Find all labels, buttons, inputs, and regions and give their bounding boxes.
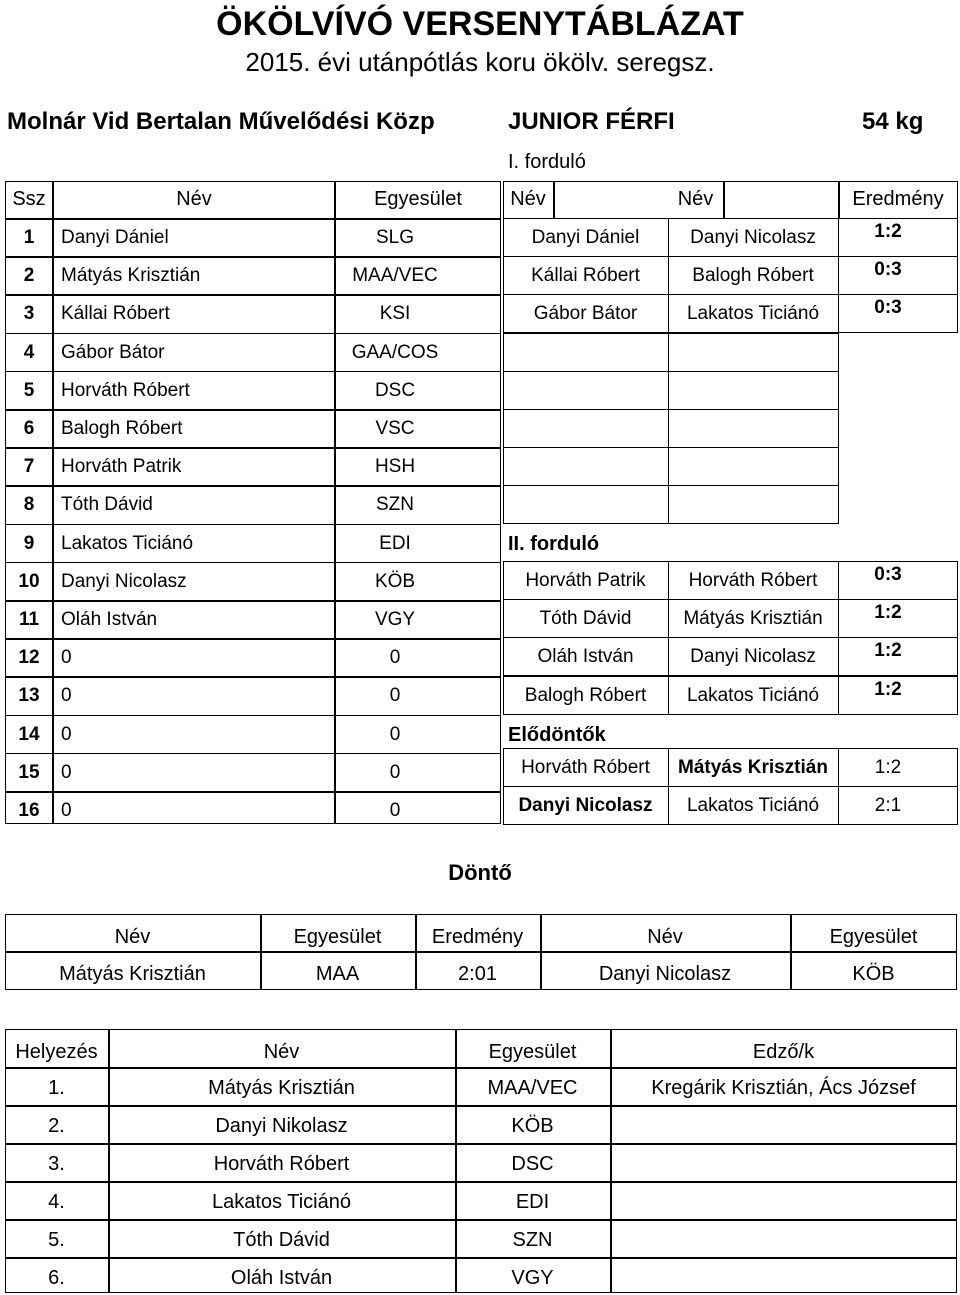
entrant-name: Balogh Róbert xyxy=(61,418,183,439)
entrant-club: EDI xyxy=(379,532,411,554)
bracket-result: 0:3 xyxy=(874,564,902,585)
bracket-fighter-a: Danyi Nicolasz xyxy=(518,795,653,817)
entrant-club: 0 xyxy=(389,685,401,707)
bracket-result: 1:2 xyxy=(874,678,902,700)
standings-place: 2. xyxy=(48,1115,65,1137)
bracket-fighter-a: Gábor Bátor xyxy=(533,303,638,325)
entrant-name: Danyi Dániel xyxy=(61,227,169,248)
bracket-result: 1:2 xyxy=(874,757,902,778)
bracket-fighter-b: Balogh Róbert xyxy=(692,265,814,287)
bracket-result-header: Eredmény xyxy=(852,188,944,210)
entrant-name: 0 xyxy=(61,647,72,669)
final-header-cell: Név xyxy=(647,926,683,948)
bracket-name-a-header: Név xyxy=(510,188,546,210)
standings-place: 1. xyxy=(48,1077,65,1099)
bracket-fighter-b: Danyi Nicolasz xyxy=(690,646,816,668)
entrant-club: 0 xyxy=(389,647,401,669)
bracket-fighter-a: Horváth Patrik xyxy=(525,570,646,591)
semis-label: Elődöntők xyxy=(508,724,606,746)
bracket-fighter-b: Horváth Róbert xyxy=(688,570,818,591)
entrant-club: 0 xyxy=(389,761,401,783)
entrant-club: SZN xyxy=(376,494,414,516)
standings-coach: Kregárik Krisztián, Ács József xyxy=(651,1077,916,1099)
standings-header-cell: Helyezés xyxy=(15,1041,98,1063)
entrant-name: Gábor Bátor xyxy=(61,341,165,363)
bracket-result: 1:2 xyxy=(874,640,902,662)
standings-name: Oláh István xyxy=(230,1267,333,1289)
standings-header-cell: Edző/k xyxy=(752,1041,815,1063)
entrant-club: KÖB xyxy=(374,570,416,592)
final-header-cell: Egyesület xyxy=(293,926,382,948)
bracket-header xyxy=(503,181,958,219)
entrant-name: 0 xyxy=(61,761,72,783)
bracket-name-b-header: Név xyxy=(677,188,714,210)
entrant-name: Kállai Róbert xyxy=(61,303,170,325)
bracket-slot-a xyxy=(503,333,669,372)
entrant-name: Tóth Dávid xyxy=(61,494,153,516)
entrant-club: DSC xyxy=(374,379,416,401)
entrant-number: 6 xyxy=(23,418,35,439)
bracket-slot-a xyxy=(503,409,669,448)
entrant-club: 0 xyxy=(389,723,401,745)
entrant-number: 8 xyxy=(23,494,35,516)
entrant-number: 10 xyxy=(18,570,40,592)
standings-name: Lakatos Ticiánó xyxy=(212,1191,351,1213)
bracket-result: 0:3 xyxy=(874,297,902,319)
standings-club: DSC xyxy=(511,1153,554,1175)
standings-place: 5. xyxy=(48,1229,65,1251)
bracket-fighter-a: Oláh István xyxy=(537,646,634,668)
entrant-name: Oláh István xyxy=(61,609,158,630)
bracket-slot-a xyxy=(503,371,669,410)
final-header-cell: Név xyxy=(114,926,151,948)
standings-name: Danyi Nikolasz xyxy=(215,1115,348,1137)
entrant-number: 2 xyxy=(23,265,35,287)
bracket-fighter-b: Mátyás Krisztián xyxy=(678,757,828,778)
standings-club: EDI xyxy=(515,1191,550,1213)
entrant-name: 0 xyxy=(61,723,72,745)
round1-label: I. forduló xyxy=(508,151,586,173)
entrant-number: 3 xyxy=(23,303,35,325)
bracket-fighter-a: Tóth Dávid xyxy=(539,608,632,630)
entrant-number: 11 xyxy=(18,609,40,630)
entrant-club: KSI xyxy=(379,303,411,325)
entrant-club: HSH xyxy=(374,456,416,478)
entrant-club: VGY xyxy=(374,609,416,630)
bracket-result: 1:2 xyxy=(874,221,902,242)
entrant-number: 5 xyxy=(23,379,35,401)
entrant-club: MAA/VEC xyxy=(352,265,438,287)
bracket-fighter-b: Lakatos Ticiánó xyxy=(686,303,820,325)
entrant-number: 13 xyxy=(18,685,40,707)
entrant-club: 0 xyxy=(389,800,401,821)
standings-club: KÖB xyxy=(511,1115,554,1137)
entrant-number: 4 xyxy=(23,341,35,363)
entrant-name: Horváth Róbert xyxy=(61,379,190,401)
final-header-cell: Eredmény xyxy=(431,926,524,948)
entrant-club: VSC xyxy=(375,418,415,439)
bracket-slot-b xyxy=(668,333,839,372)
bracket-fighter-a: Balogh Róbert xyxy=(524,684,647,706)
final-value-cell: 2:01 xyxy=(458,963,497,985)
bracket-fighter-a: Danyi Dániel xyxy=(531,227,640,248)
page-subtitle: 2015. évi utánpótlás koru ökölv. seregsz. xyxy=(245,47,715,77)
final-value-cell: KÖB xyxy=(852,963,895,985)
bracket-result: 1:2 xyxy=(874,602,902,624)
col-ssz-header: Ssz xyxy=(12,188,46,210)
entrant-club: SLG xyxy=(375,227,415,248)
bracket-slot-b xyxy=(668,485,839,524)
entrant-number: 16 xyxy=(18,800,40,821)
entrant-name: 0 xyxy=(61,800,72,821)
standings-place: 4. xyxy=(48,1191,65,1213)
bracket-fighter-a: Kállai Róbert xyxy=(531,265,640,287)
venue-label: Molnár Vid Bertalan Művelődési Közp xyxy=(7,108,435,135)
entrant-name: Danyi Nicolasz xyxy=(61,570,187,592)
entrant-name: Mátyás Krisztián xyxy=(61,265,201,287)
final-label: Döntő xyxy=(448,860,512,885)
entrant-club: GAA/COS xyxy=(351,341,439,363)
entrant-name: Lakatos Ticiánó xyxy=(61,532,194,554)
bracket-slot-b xyxy=(668,371,839,410)
bracket-fighter-b: Danyi Nicolasz xyxy=(690,227,816,248)
bracket-fighter-a: Horváth Róbert xyxy=(521,757,650,778)
bracket-slot-b xyxy=(668,409,839,448)
bracket-result: 2:1 xyxy=(874,795,902,817)
bracket-slot-b xyxy=(668,447,839,486)
standings-name: Tóth Dávid xyxy=(233,1229,330,1251)
final-value-cell: MAA xyxy=(315,963,360,985)
final-value-cell: Danyi Nicolasz xyxy=(598,963,732,985)
entrant-number: 12 xyxy=(18,647,40,669)
page-title: ÖKÖLVÍVÓ VERSENYTÁBLÁZAT xyxy=(216,5,744,43)
standings-header-cell: Név xyxy=(263,1041,300,1063)
col-club-header: Egyesület xyxy=(374,188,462,210)
final-value-cell: Mátyás Krisztián xyxy=(59,963,206,985)
round2-label: II. forduló xyxy=(508,533,600,555)
category-label: JUNIOR FÉRFI xyxy=(508,108,675,135)
bracket-fighter-b: Lakatos Ticiánó xyxy=(686,684,820,706)
entrant-number: 7 xyxy=(23,456,35,478)
entrant-number: 14 xyxy=(18,723,40,745)
entrant-number: 1 xyxy=(23,227,35,248)
standings-club: SZN xyxy=(512,1229,553,1251)
bracket-slot-a xyxy=(503,447,669,486)
entrant-name: Horváth Patrik xyxy=(61,456,182,478)
standings-club: MAA/VEC xyxy=(487,1077,578,1099)
standings-name: Horváth Róbert xyxy=(213,1153,350,1175)
standings-header-cell: Egyesület xyxy=(488,1041,577,1063)
standings-name: Mátyás Krisztián xyxy=(208,1077,355,1099)
entrant-number: 9 xyxy=(23,532,35,554)
bracket-result: 0:3 xyxy=(874,259,902,281)
bracket-fighter-b: Mátyás Krisztián xyxy=(683,608,823,630)
weight-class: 54 kg xyxy=(862,108,924,135)
bracket-fighter-b: Lakatos Ticiánó xyxy=(686,795,820,817)
bracket-slot-a xyxy=(503,485,669,524)
standings-club: VGY xyxy=(511,1267,554,1289)
final-header-cell: Egyesület xyxy=(829,926,918,948)
entrant-name: 0 xyxy=(61,685,72,707)
entrant-number: 15 xyxy=(18,761,40,783)
standings-place: 6. xyxy=(48,1267,65,1289)
standings-place: 3. xyxy=(48,1153,65,1175)
col-name-header: Név xyxy=(176,188,212,210)
